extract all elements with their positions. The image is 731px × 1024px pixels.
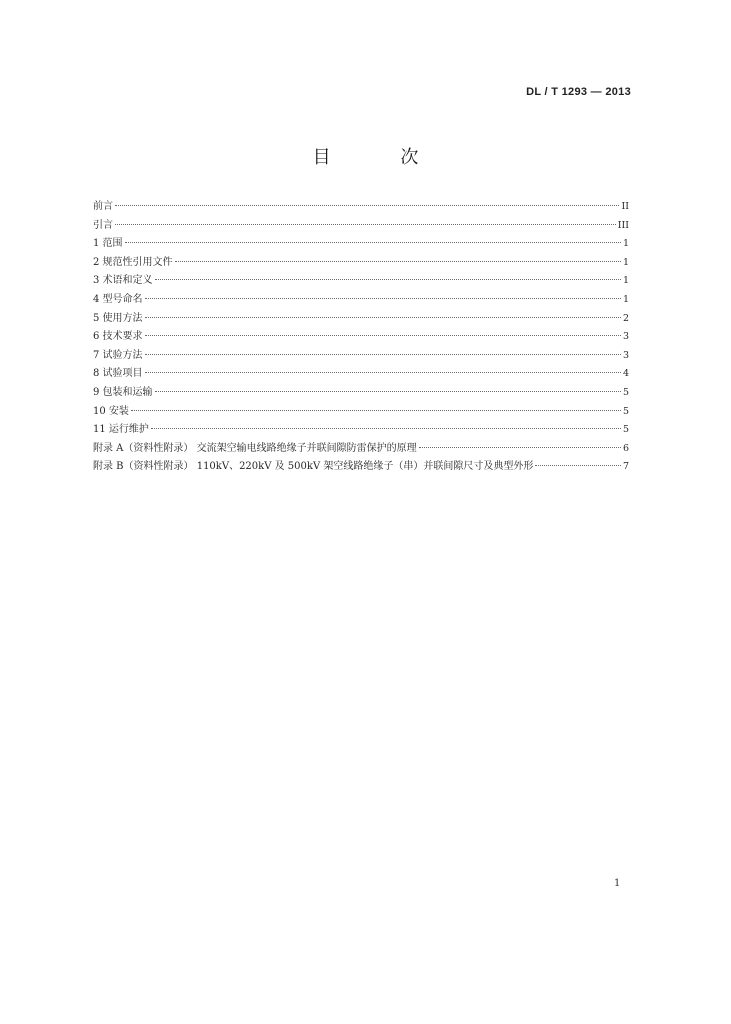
toc-entry-operation-maintenance[interactable] [93, 421, 629, 440]
toc-dot-leader [151, 428, 621, 429]
toc-entry-page: 1 [622, 238, 629, 250]
table-of-contents [93, 198, 629, 477]
toc-entry-page: 7 [622, 461, 629, 473]
toc-entry-page: 1 [622, 275, 629, 287]
toc-dot-leader [535, 465, 621, 466]
toc-entry-page: 6 [622, 442, 629, 454]
toc-entry-page: 5 [622, 424, 629, 436]
toc-dot-leader [145, 298, 621, 299]
toc-entry-label: 9 包装和运输 [93, 386, 153, 398]
toc-dot-leader [145, 335, 621, 336]
toc-dot-leader [115, 205, 619, 206]
toc-entry-appendix-b[interactable] [93, 458, 629, 477]
toc-entry-model-naming[interactable] [93, 291, 629, 310]
toc-entry-page: 3 [622, 349, 629, 361]
toc-entry-label: 10 安装 [93, 405, 129, 417]
toc-entry-label: 引言 [93, 219, 113, 231]
toc-dot-leader [145, 354, 621, 355]
toc-entry-page: III [617, 219, 629, 231]
toc-entry-terms-definitions[interactable] [93, 272, 629, 291]
toc-entry-test-methods[interactable] [93, 347, 629, 366]
toc-entry-label: 3 术语和定义 [93, 275, 153, 287]
toc-entry-installation[interactable] [93, 403, 629, 422]
toc-entry-page: 5 [622, 386, 629, 398]
toc-entry-label: 7 试验方法 [93, 349, 143, 361]
toc-entry-label: 8 试验项目 [93, 368, 143, 380]
toc-entry-page: 1 [622, 293, 629, 305]
toc-entry-label: 11 运行维护 [93, 424, 149, 436]
toc-entry-label: 4 型号命名 [93, 293, 143, 305]
toc-dot-leader [145, 317, 621, 318]
toc-entry-scope[interactable] [93, 235, 629, 254]
toc-entry-page: II [621, 201, 629, 212]
toc-dot-leader [115, 224, 616, 225]
toc-entry-label: 附录 B（资料性附录） 110kV、220kV 及 500kV 架空线路绝缘子（串）并联间隙尺寸及典型外形 [93, 461, 534, 473]
toc-entry-label: 6 技术要求 [93, 331, 143, 343]
toc-entry-test-items[interactable] [93, 365, 629, 384]
toc-dot-leader [175, 261, 621, 262]
toc-entry-normative-references[interactable] [93, 254, 629, 273]
toc-entry-page: 1 [622, 256, 629, 268]
toc-dot-leader [145, 372, 621, 373]
toc-entry-page: 4 [622, 368, 629, 380]
toc-dot-leader [155, 391, 621, 392]
toc-entry-label: 5 使用方法 [93, 312, 143, 324]
toc-entry-label: 附录 A（资料性附录） 交流架空输电线路绝缘子并联间隙防雷保护的原理 [93, 442, 417, 454]
toc-entry-appendix-a[interactable] [93, 440, 629, 459]
standard-code: DL / T 1293 — 2013 [526, 86, 631, 98]
toc-entry-foreword[interactable] [93, 198, 629, 217]
toc-entry-page: 3 [622, 331, 629, 343]
toc-entry-label: 前言 [93, 201, 113, 212]
toc-entry-label: 1 范围 [93, 238, 123, 250]
toc-entry-page: 5 [622, 405, 629, 417]
toc-entry-technical-requirements[interactable] [93, 328, 629, 347]
toc-entry-introduction[interactable] [93, 217, 629, 236]
toc-dot-leader [125, 242, 621, 243]
toc-dot-leader [419, 447, 621, 448]
toc-dot-leader [131, 410, 621, 411]
page-number: 1 [614, 878, 621, 889]
toc-entry-label: 2 规范性引用文件 [93, 256, 173, 268]
toc-entry-usage-method[interactable] [93, 310, 629, 329]
toc-entry-packaging-transport[interactable] [93, 384, 629, 403]
toc-dot-leader [155, 279, 621, 280]
toc-entry-page: 2 [622, 312, 629, 324]
toc-title: 目 次 [312, 147, 451, 168]
